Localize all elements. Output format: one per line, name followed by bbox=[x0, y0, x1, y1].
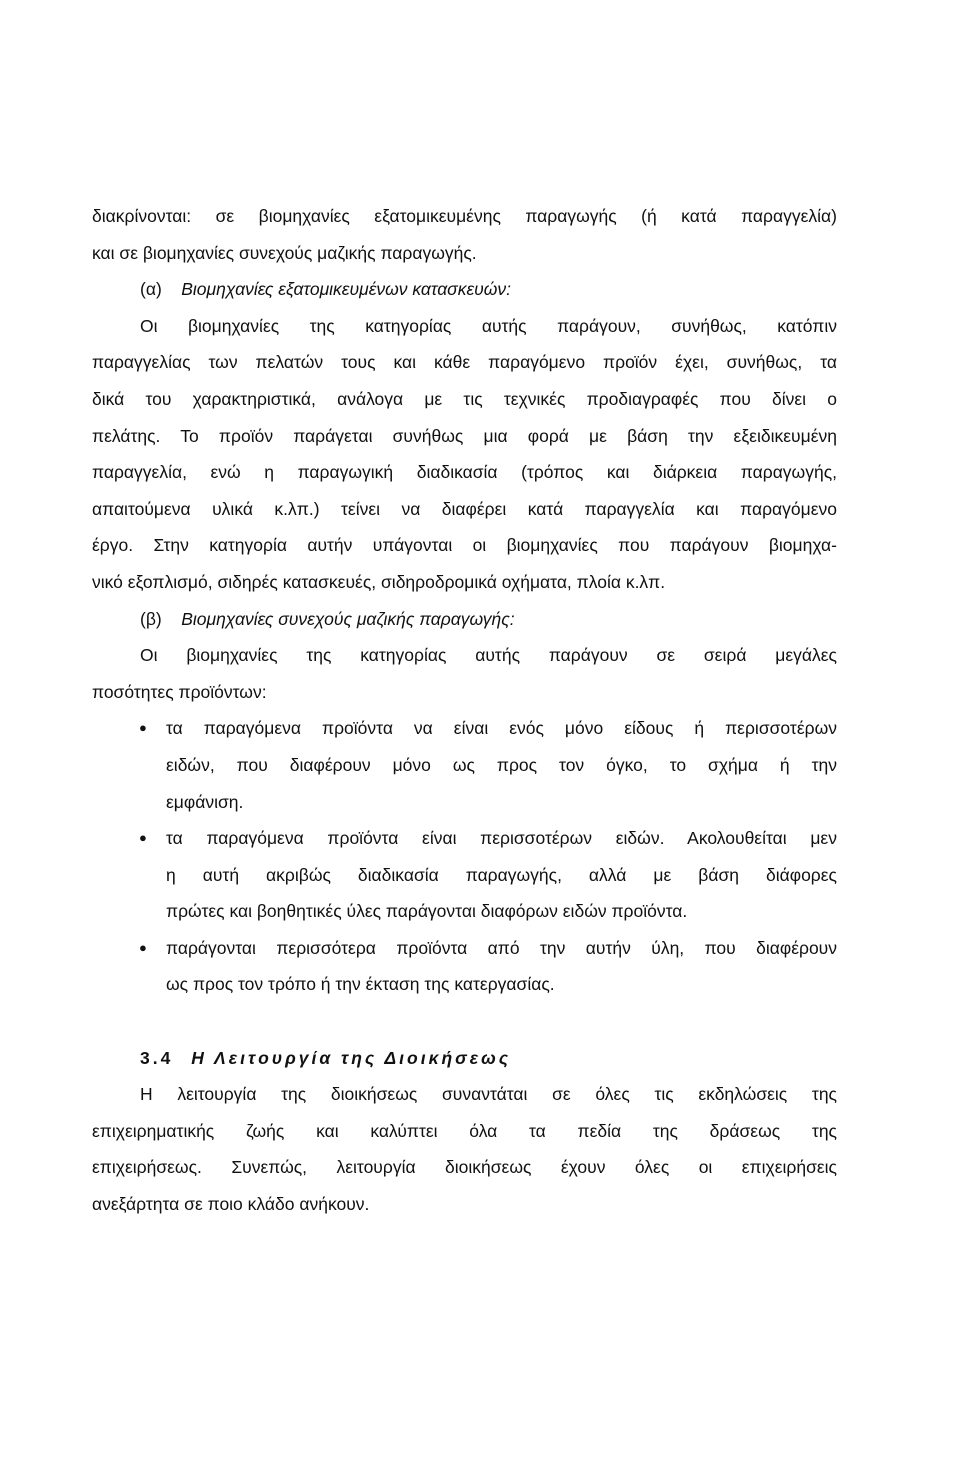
section-a-marker: (α) bbox=[140, 279, 162, 300]
intro-line-1: διακρίνονται: σε βιομηχανίες εξατομικευμένης παραγωγής (ή κατά παραγγελία) bbox=[92, 206, 837, 226]
section-a-line-5: παραγγελία, ενώ η παραγωγική διαδικασία (τρόπος και διάρκεια παραγωγής, bbox=[92, 462, 837, 483]
section-a-line-2: παραγγελίας των πελατών τους και κάθε παραγόμενο προϊόν έχει, συνήθως, τα bbox=[92, 352, 837, 373]
section-3-4-line-1: Η λειτουργία της διοικήσεως συναντάται σε όλες τις εκδηλώσεις της bbox=[140, 1084, 837, 1105]
bullet-item bbox=[92, 820, 837, 857]
section-3-4-line-3: επιχειρήσεως. Συνεπώς, λειτουργία διοικήσεως έχουν όλες οι επιχειρήσεις bbox=[92, 1157, 837, 1178]
bullet-1-line-2: ειδών, που διαφέρουν μόνο ως προς τον όγκο, το σχήμα ή την bbox=[166, 754, 837, 775]
section-3-4-line-4: ανεξάρτητα σε ποιο κλάδο ανήκουν. bbox=[92, 1194, 370, 1215]
section-a-line-1: Οι βιομηχανίες της κατηγορίας αυτής παράγουν, συνήθως, κατόπιν bbox=[140, 315, 837, 336]
section-b-line-2: ποσότητες προϊόντων: bbox=[92, 681, 267, 702]
bullet-2-line-3: πρώτες και βοηθητικές ύλες παράγονται διαφόρων ειδών προϊόντα. bbox=[166, 901, 688, 922]
section-3-4-title: Η Λειτουργία της Διοικήσεως bbox=[191, 1047, 512, 1068]
bullet-2-line-2: η αυτή ακριβώς διαδικασία παραγωγής, αλλά με βάση διάφορες bbox=[166, 864, 837, 885]
section-3-4-number: 3.4 bbox=[140, 1047, 174, 1068]
section-3-4-line-2: επιχειρηματικής ζωής και καλύπτει όλα τα πεδία της δράσεως της bbox=[92, 1120, 837, 1141]
section-3-4-heading bbox=[92, 1040, 837, 1077]
section-b-line-1: Οι βιομηχανίες της κατηγορίας αυτής παράγουν σε σειρά μεγάλες bbox=[140, 645, 837, 666]
bullet-3-line-2: ως προς τον τρόπο ή την έκταση της κατεργασίας. bbox=[166, 974, 555, 995]
bullet-1-line-3: εμφάνιση. bbox=[166, 791, 244, 812]
section-b-title: Βιομηχανίες συνεχούς μαζικής παραγωγής: bbox=[181, 608, 515, 629]
bullet-dot-icon: ● bbox=[139, 939, 147, 955]
bullet-item bbox=[92, 930, 837, 967]
section-a-line-4: πελάτης. Το προϊόν παράγεται συνήθως μια φορά με βάση την εξειδικευμένη bbox=[92, 425, 837, 446]
section-a-heading bbox=[92, 271, 837, 308]
section-b-heading bbox=[92, 601, 837, 638]
spacer bbox=[92, 1003, 837, 1040]
bullet-1-line-1: τα παραγόμενα προϊόντα να είναι ενός μόνο είδους ή περισσοτέρων bbox=[166, 718, 837, 739]
section-b-marker: (β) bbox=[140, 608, 162, 629]
section-a-line-7: έργο. Στην κατηγορία αυτήν υπάγονται οι βιομηχανίες που παράγουν βιομηχα- bbox=[92, 535, 837, 556]
intro-line-2: και σε βιομηχανίες συνεχούς μαζικής παραγωγής. bbox=[92, 242, 477, 263]
bullet-3-line-1: παράγονται περισσότερα προϊόντα από την αυτήν ύλη, που διαφέρουν bbox=[166, 937, 837, 958]
bullet-2-line-1: τα παραγόμενα προϊόντα είναι περισσοτέρων ειδών. Ακολουθείται μεν bbox=[166, 828, 837, 849]
section-a-title: Βιομηχανίες εξατομικευμένων κατασκευών: bbox=[181, 279, 512, 300]
bullet-dot-icon: ● bbox=[139, 720, 147, 736]
document-page bbox=[92, 198, 837, 1223]
section-a-line-8: νικό εξοπλισμό, σιδηρές κατασκευές, σιδηροδρομικά οχήματα, πλοία κ.λπ. bbox=[92, 571, 666, 592]
bullet-item bbox=[92, 710, 837, 747]
bullet-dot-icon: ● bbox=[139, 830, 147, 846]
section-a-line-3: δικά του χαρακτηριστικά, ανάλογα με τις τεχνικές προδιαγραφές που δίνει ο bbox=[92, 388, 837, 409]
section-a-line-6: απαιτούμενα υλικά κ.λπ.) τείνει να διαφέρει κατά παραγγελία και παραγόμενο bbox=[92, 498, 837, 519]
